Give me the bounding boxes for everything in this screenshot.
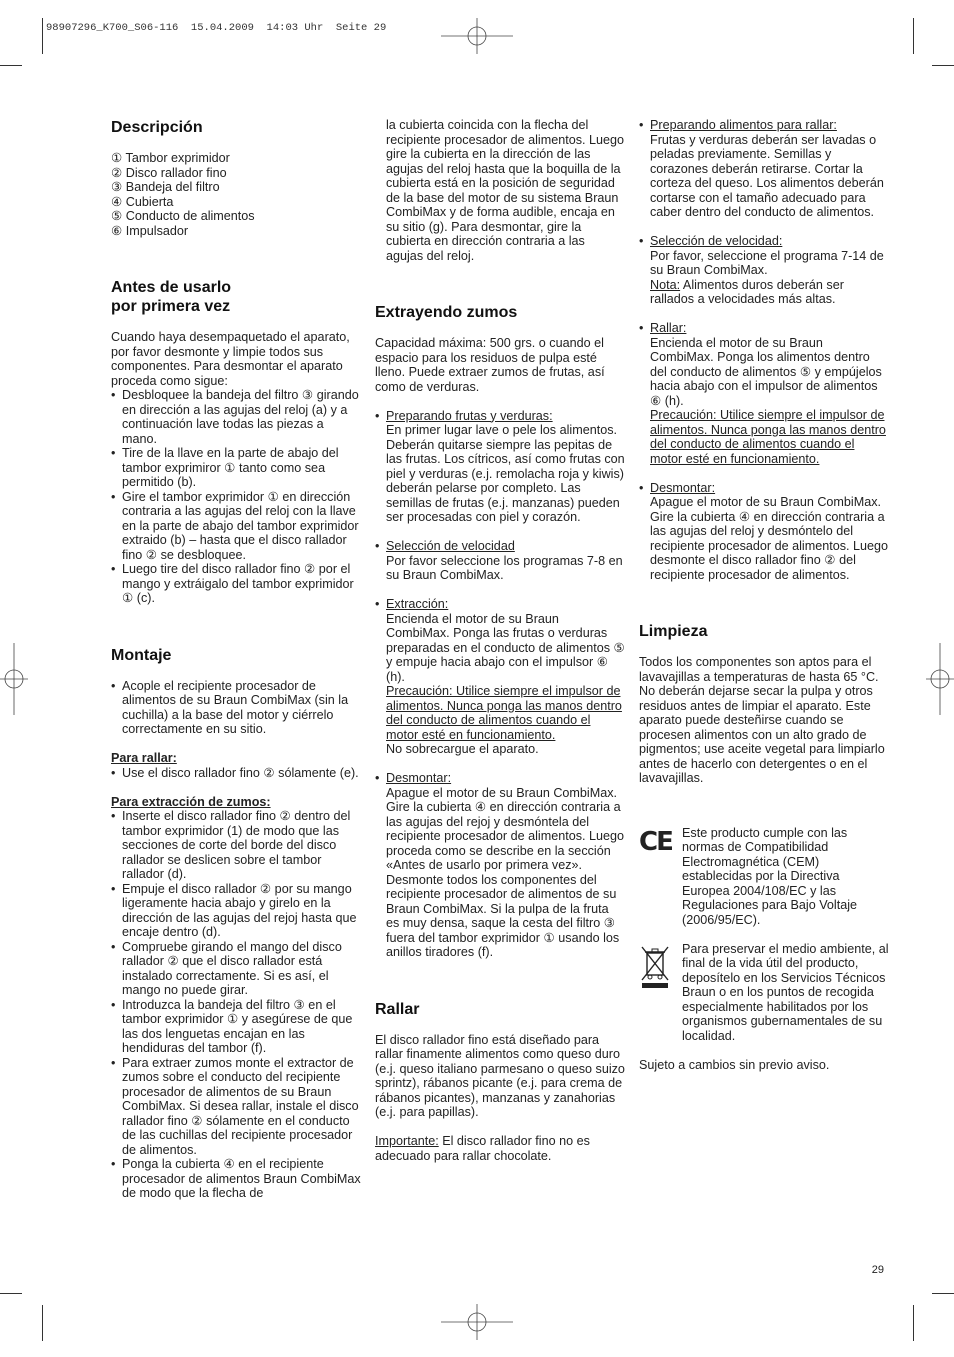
limpieza-text: Todos los componentes son aptos para el lavavajillas a temperaturas de hasta 65 °C. No deberán dejarse secar la pulpa y otros residuos antes de limpiar el aparato. Este aparato puede desteñirse cuando se procesen alimentos con un alto grado de pigmentos; use aceite vegetal para limpiarlo antes de hacerlo con detergentes o en el lavavajillas. — [639, 655, 885, 785]
column-2 — [375, 118, 625, 1163]
column-3 — [639, 118, 889, 1072]
note-extraccion: No sobrecargue el aparato. — [386, 742, 539, 756]
subheading-para-zumos: Para extracción de zumos: — [111, 794, 271, 809]
crop-mark — [913, 1305, 914, 1341]
text-velocidad: Por favor, seleccione el programa 7-14 de su Braun CombiMax. — [650, 248, 884, 277]
registration-mark-bottom — [441, 1304, 513, 1340]
list-item: • Inserte el disco rallador fino ② dentro del tambor exprimidor (1) de modo que las secciones de corte del borde del disco rallador se deslicen sobre el tambor rallador (d). — [111, 809, 361, 882]
part-item: ② Disco rallador fino — [111, 165, 227, 180]
heading-descripcion: Descripción — [111, 119, 203, 136]
sujeto-text: Sujeto a cambios sin previo aviso. — [639, 1057, 830, 1072]
part-item: ③ Bandeja del filtro — [111, 180, 220, 194]
text-rallar: Encienda el motor de su Braun CombiMax. Ponga los alimentos dentro del conducto de alimentos ⑤ y empújelos hacia abajo con el impulsor de alimentos ⑥ (h). — [650, 335, 882, 408]
list-item: • Gire el tambor exprimidor ① en dirección contraria a las agujas del reloj con la llave en la parte de abajo del tambor exprimidor extraido (b) – hasta que el disco rallador fino ② se desbloquee. — [111, 490, 361, 563]
label-desmontar: • Desmontar: — [375, 771, 625, 786]
heading-rallar: Rallar — [375, 1000, 420, 1018]
crossed-bin-icon — [639, 944, 671, 990]
label-velocidad: • Selección de velocidad — [375, 539, 625, 554]
weee-notice — [639, 942, 889, 1044]
ce-notice — [639, 826, 889, 928]
list-item: • Acople el recipiente procesador de alimentos de su Braun CombiMax (sin la cuchilla) a la base del motor y ciérrelo correctamente en su sitio. — [111, 679, 361, 737]
list-item: • Desbloquee la bandeja del filtro ③ girando en dirección a las agujas del reloj (a) y a continuación lave todas las piezas a mano. — [111, 388, 361, 446]
zumos-intro: Capacidad máxima: 500 grs. o cuando el espacio para los residuos de pulpa esté lleno. Puede extraer zumos de frutas, así como de verduras. — [375, 336, 605, 394]
label-preparando-rallar: • Preparando alimentos para rallar: — [639, 118, 889, 133]
continued-text: la cubierta coincida con la flecha del recipiente procesador de alimentos. Luego gire la cubierta en la dirección de las agujas del reloj hasta que la boquilla de la cubierta está en la posición de seguridad de la base del motor de su sistema Braun CombiMax y de forma audible, encaja en su sitio (g). Para desmontar, gire la cubierta en dirección contraria a las agujas del reloj. — [386, 118, 625, 263]
antes-intro: Cuando haya desempaquetado el aparato, por favor desmonte y limpie todos sus componentes. Para desmontar el aparato proceda como sigue: — [111, 330, 350, 388]
ce-mark-icon: CE — [639, 826, 672, 857]
nota — [639, 278, 889, 307]
rallar-importante — [375, 1134, 625, 1163]
label-extraccion: • Extracción: — [375, 597, 625, 612]
crop-mark — [0, 1293, 22, 1294]
text-desmontar: Apague el motor de su Braun CombiMax. Gire la cubierta ④ en dirección contraria a las agujas del rejoj y desmóntela del recipiente procesador de alimentos. Luego proceda como se describe en la sección «Antes de usarlo por primera vez». Desmonte todos los componentes del recipiente procesador de alimentos de su Braun CombiMax. Si la pulpa de la fruta es muy densa, saque la cesta del filtro ③ fuera del tambor exprimidor ① usando los anillos tiradores (f). — [386, 785, 625, 959]
list-item: • Luego tire del disco rallador fino ② por el mango y extráigalo del tambor exprimidor ① (c). — [111, 562, 361, 606]
label-velocidad: • Selección de velocidad: — [639, 234, 889, 249]
label-rallar: • Rallar: — [639, 321, 889, 336]
list-item: • Use el disco rallador fino ② sólamente (e). — [111, 766, 361, 781]
crop-mark — [0, 65, 22, 66]
part-item: ⑤ Conducto de alimentos — [111, 209, 255, 223]
text-desmontar: Apague el motor de su Braun CombiMax. Gire la cubierta ④ en dirección contraria a las agujas del reloj y desmóntelo del recipiente procesador de alimentos. Luego desmonte el disco rallador fino ② del recipiente procesador de alimentos. — [650, 495, 889, 582]
ce-text: Este producto cumple con las normas de Compatibilidad Electromagnética (CEM) establecidas por la Directiva Europea 2004/108/EC y las Regulaciones para Bajo Voltaje (2006/95/EC). — [682, 825, 858, 927]
text-extraccion: Encienda el motor de su Braun CombiMax. Ponga las frutas o verduras preparadas en el conducto de alimentos ⑤ y empuje hacia abajo con el impulsor ⑥ (h). — [386, 611, 625, 684]
text-nota: Alimentos duros deberán ser rallados a velocidades más altas. — [650, 277, 844, 306]
list-item: • Empuje el disco rallador ② por su mango ligeramente hacia abajo y girelo en la dirección de las agujas del rejoj hasta que encaje dentro (d). — [111, 882, 361, 940]
part-item: ⑥ Impulsador — [111, 223, 189, 238]
text-velocidad: Por favor seleccione los programas 7-8 en su Braun CombiMax. — [386, 553, 623, 582]
heading-limpieza: Limpieza — [639, 623, 708, 640]
registration-mark-left — [0, 643, 28, 715]
list-item: • Introduzca la bandeja del filtro ③ en el tambor exprimidor ① y asegúrese de que las dos lenguetas encajan en las hendiduras del tambor (f). — [111, 998, 361, 1056]
weee-text: Para preservar el medio ambiente, al final de la vida útil del producto, deposítelo en los Servicios Técnicos Braun o en los puntos de recogida especialmente habilitados por los organismos gubernamentales de su localidad. — [682, 941, 889, 1043]
crop-mark — [42, 1305, 43, 1341]
print-header: 98907296_K700_S06-116 15.04.2009 14:03 Uhr Seite 29 — [46, 22, 387, 34]
text-preparando: En primer lugar lave o pele los alimentos. Deberán quitarse siempre las pepitas de las frutas. Los cítricos, así como frutas con piel y verduras (e.j. remolacha roja y kiwis) deberán pelarse por completo. Las semillas de frutas (e.j. manzanas) pueden ser procesadas con piel y corazón. — [386, 423, 625, 524]
page-number: 29 — [871, 1264, 884, 1276]
label-desmontar: • Desmontar: — [639, 481, 889, 496]
subheading-para-rallar: Para rallar: — [111, 751, 177, 765]
column-1 — [111, 118, 361, 1201]
list-item: • Para extraer zumos monte el extractor de zumos sobre el conducto del recipiente procesador de alimentos de su Braun CombiMax. Si desea rallar, instale el disco rallador fino ② sólamente en el conducto de las cuchillas del recipiente procesador de alimentos. — [111, 1056, 361, 1158]
list-item: • Ponga la cubierta ④ en el recipiente procesador de alimentos Braun CombiMax de modo que la flecha de — [111, 1157, 361, 1201]
heading-antes: Antes de usarlo por primera vez — [111, 279, 232, 315]
warning-extraccion: Precaución: Utilice siempre el impulsor de alimentos. Nunca ponga las manos dentro del conducto de alimentos cuando el motor esté en funcionamiento. — [386, 684, 622, 742]
registration-mark-top — [441, 18, 513, 54]
list-item: • Tire de la llave en la parte de abajo del tambor exprimiror ① tanto como sea permitido (b). — [111, 446, 361, 490]
crop-mark — [913, 18, 914, 54]
label-importante: Importante: — [375, 1134, 439, 1148]
text-preparando-rallar: Frutas y verduras deberán ser lavadas o peladas previamente. Semillas y corazones deberán retirarse. Cortar la corteza del queso. Los alimentos deberán cortarse con el tamaño adecuado para caber dentro del conducto de alimentos. — [650, 132, 884, 219]
part-item: ④ Cubierta — [111, 194, 174, 209]
crop-mark — [932, 1293, 954, 1294]
label-nota: Nota: — [650, 277, 681, 292]
crop-mark — [42, 18, 43, 54]
label-preparando: • Preparando frutas y verduras: — [375, 409, 625, 424]
text-importante: El disco rallador fino no es adecuado para rallar chocolate. — [375, 1134, 590, 1163]
rallar-text: El disco rallador fino está diseñado para rallar finamente alimentos como queso duro (e.j. queso italiano parmesano o queso suizo sprintz), rábanos picante (e.j. para crema de rábanos picantes), manzanas y zanahorias (e.j. para papillas). — [375, 1032, 625, 1119]
part-item: ① Tambor exprimidor — [111, 151, 230, 165]
list-item: • Compruebe girando el mango del disco rallador ② que el disco rallador está instalado correctamente. Si es así, el mango no puede girar. — [111, 940, 361, 998]
heading-extrayendo-zumos: Extrayendo zumos — [375, 304, 518, 321]
crop-mark — [932, 65, 954, 66]
registration-mark-right — [926, 643, 954, 715]
heading-montaje: Montaje — [111, 646, 172, 664]
warning-rallar: Precaución: Utilice siempre el impulsor de alimentos. Nunca ponga las manos dentro del conducto de alimentos cuando el motor esté en funcionamiento. — [650, 408, 886, 466]
